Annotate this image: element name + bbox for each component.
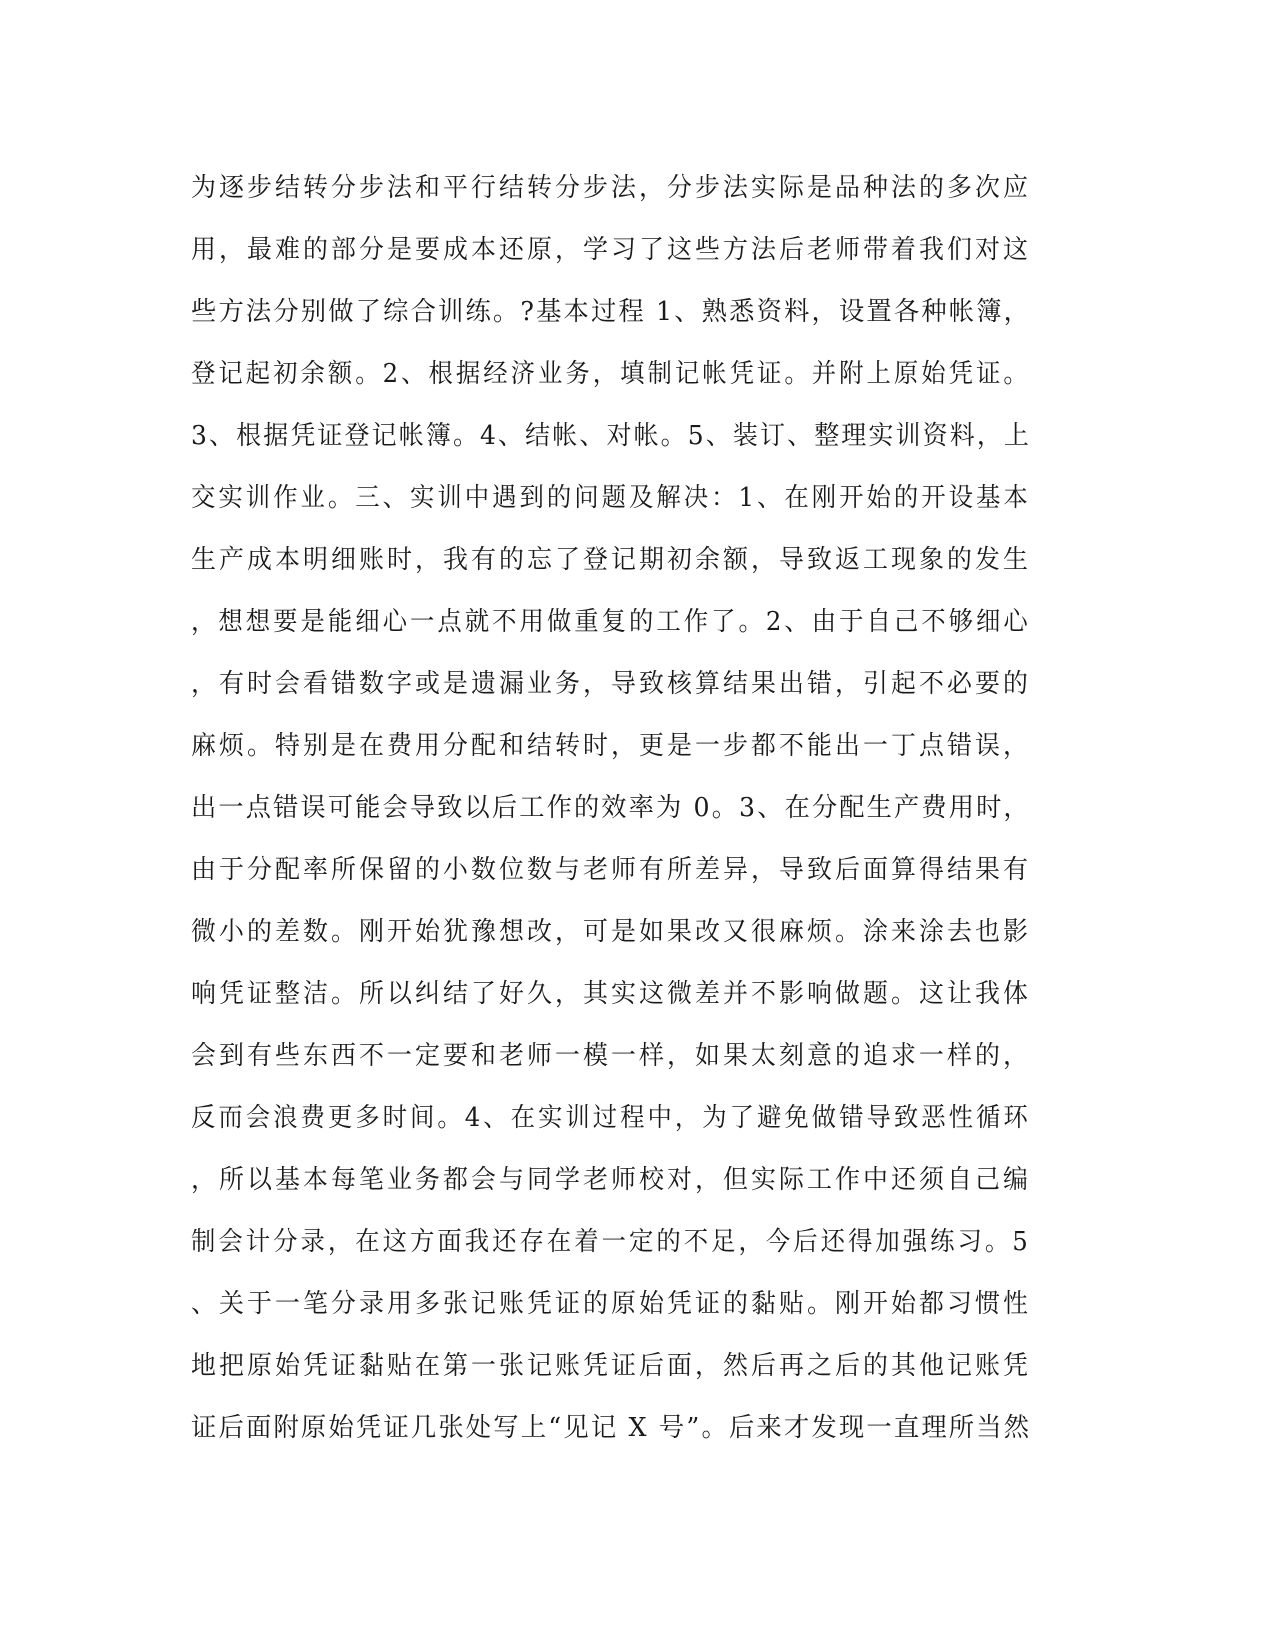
text-line-1: 为逐步结转分步法和平行结转分步法，分步法实际是品种法的多次应: [191, 173, 1032, 203]
text-line-21: 证后面附原始凭证几张处写上“见记 X 号”。后来才发现一直理所当然: [191, 1413, 1032, 1443]
text-line-14: 响凭证整洁。所以纠结了好久，其实这微差并不影响做题。这让我体: [191, 979, 1032, 1009]
body-text: [191, 168, 1091, 1470]
text-line-3: 些方法分别做了综合训练。?基本过程 1、熟悉资料，设置各种帐簿，: [191, 297, 1032, 327]
text-line-2: 用，最难的部分是要成本还原，学习了这些方法后老师带着我们对这: [191, 235, 1032, 265]
text-line-15: 会到有些东西不一定要和老师一模一样，如果太刻意的追求一样的，: [191, 1041, 1032, 1071]
text-line-17: ，所以基本每笔业务都会与同学老师校对，但实际工作中还须自己编: [191, 1165, 1032, 1195]
text-line-20: 地把原始凭证黏贴在第一张记账凭证后面，然后再之后的其他记账凭: [191, 1351, 1032, 1381]
text-line-12: 由于分配率所保留的小数位数与老师有所差异，导致后面算得结果有: [191, 855, 1032, 885]
text-line-18: 制会计分录，在这方面我还存在着一定的不足，今后还得加强练习。5: [191, 1227, 1031, 1257]
text-line-6: 交实训作业。三、实训中遇到的问题及解决：1、在刚开始的开设基本: [191, 483, 1031, 513]
text-line-8: ，想想要是能细心一点就不用做重复的工作了。2、由于自己不够细心: [191, 607, 1031, 637]
text-line-7: 生产成本明细账时，我有的忘了登记期初余额，导致返工现象的发生: [191, 545, 1032, 575]
text-line-4: 登记起初余额。2、根据经济业务，填制记帐凭证。并附上原始凭证。: [191, 359, 1031, 389]
text-line-11: 出一点错误可能会导致以后工作的效率为 0。3、在分配生产费用时，: [191, 793, 1031, 823]
text-line-10: 麻烦。特别是在费用分配和结转时，更是一步都不能出一丁点错误，: [191, 731, 1032, 761]
text-line-13: 微小的差数。刚开始犹豫想改，可是如果改又很麻烦。涂来涂去也影: [191, 917, 1032, 947]
text-line-9: ，有时会看错数字或是遗漏业务，导致核算结果出错，引起不必要的: [191, 669, 1032, 699]
text-line-16: 反而会浪费更多时间。4、在实训过程中，为了避免做错导致恶性循环: [191, 1103, 1031, 1133]
text-line-19: 、关于一笔分录用多张记账凭证的原始凭证的黏贴。刚开始都习惯性: [191, 1289, 1032, 1319]
text-line-5: 3、根据凭证登记帐簿。4、结帐、对帐。5、装订、整理实训资料，上: [191, 421, 1032, 451]
